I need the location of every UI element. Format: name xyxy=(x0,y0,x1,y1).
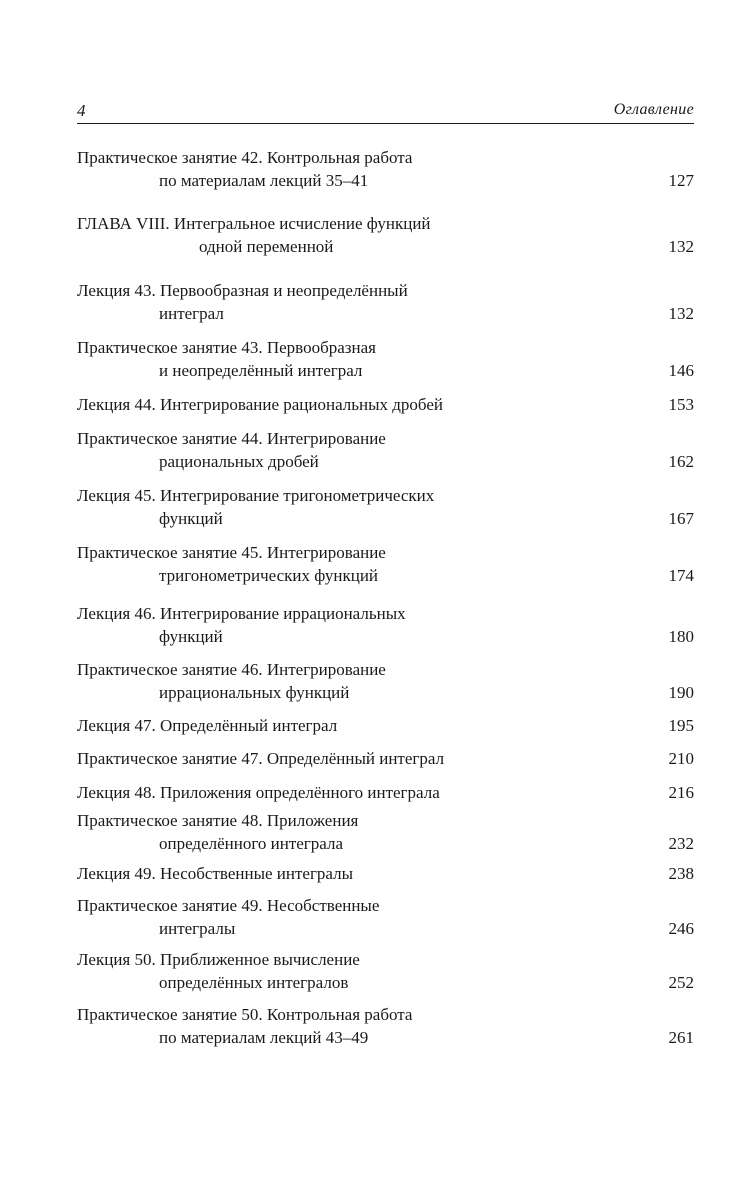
toc-page-number: 127 xyxy=(668,171,694,190)
toc-page-number: 210 xyxy=(668,749,694,768)
toc-page-number: 153 xyxy=(668,395,694,414)
toc-entry-subtitle: рациональных дробей xyxy=(159,452,319,471)
toc-entry-title: Практическое занятие 50. Контрольная работа xyxy=(77,1005,413,1024)
toc-page-number: 232 xyxy=(668,834,694,853)
page-number: 4 xyxy=(77,101,86,120)
toc-entry-title: Практическое занятие 44. Интегрирование xyxy=(77,429,386,448)
toc-page-number: 146 xyxy=(668,361,694,380)
toc-entry[interactable] xyxy=(77,948,694,994)
toc-entry[interactable] xyxy=(77,484,694,530)
toc-entry-subtitle: тригонометрических функций xyxy=(159,566,379,585)
toc-entry[interactable] xyxy=(77,658,694,704)
toc-entry-title: Лекция 46. Интегрирование иррациональных xyxy=(77,604,406,623)
toc-entry[interactable] xyxy=(77,1003,694,1049)
toc-entry-subtitle: функций xyxy=(159,509,223,528)
toc-entry[interactable] xyxy=(77,602,694,648)
toc-entry-subtitle: интегралы xyxy=(159,919,236,938)
toc-entry-title: Практическое занятие 46. Интегрирование xyxy=(77,660,386,679)
toc-entry-title: Практическое занятие 42. Контрольная работа xyxy=(77,148,413,167)
toc-entry-title: Лекция 45. Интегрирование тригонометрических xyxy=(77,486,435,505)
toc-entry-title: Лекция 47. Определённый интеграл xyxy=(77,716,338,735)
toc-entry[interactable] xyxy=(77,427,694,473)
toc-entry-subtitle: по материалам лекций 43–49 xyxy=(159,1028,369,1047)
toc-page-number: 238 xyxy=(668,864,694,883)
toc-entry-chapter[interactable] xyxy=(77,212,694,258)
toc-entry-subtitle: иррациональных функций xyxy=(159,683,350,702)
toc-entry[interactable] xyxy=(77,747,694,770)
toc-page-number: 246 xyxy=(668,919,694,938)
toc-entry-title: ГЛАВА VIII. Интегральное исчисление функций xyxy=(77,214,431,233)
toc-page-number: 261 xyxy=(668,1028,694,1047)
toc-entry[interactable] xyxy=(77,809,694,855)
toc-entry-subtitle: по материалам лекций 35–41 xyxy=(159,171,369,190)
toc-page-number: 167 xyxy=(668,509,694,528)
toc-entry-subtitle: функций xyxy=(159,627,223,646)
running-title: Оглавление xyxy=(613,101,694,118)
toc-entry[interactable] xyxy=(77,894,694,940)
toc-entry-title: Практическое занятие 49. Несобственные xyxy=(77,896,380,915)
toc-page-number: 195 xyxy=(668,716,694,735)
toc-entry-subtitle: и неопределённый интеграл xyxy=(159,361,363,380)
toc-entry[interactable] xyxy=(77,279,694,325)
toc-page-number: 132 xyxy=(668,237,694,256)
toc-page-number: 252 xyxy=(668,973,694,992)
toc-entry[interactable] xyxy=(77,714,694,737)
toc-entry[interactable] xyxy=(77,781,694,804)
toc-entry-subtitle: одной переменной xyxy=(199,237,334,256)
toc-entry-subtitle: определённых интегралов xyxy=(159,973,349,992)
toc-entry-title: Практическое занятие 43. Первообразная xyxy=(77,338,376,357)
toc-page-number: 132 xyxy=(668,304,694,323)
toc-entry[interactable] xyxy=(77,393,694,416)
toc-entry-title: Практическое занятие 48. Приложения xyxy=(77,811,359,830)
header-divider xyxy=(77,123,694,124)
toc-page-number: 162 xyxy=(668,452,694,471)
toc-entry[interactable] xyxy=(77,336,694,382)
toc-entry-subtitle: интеграл xyxy=(159,304,224,323)
toc-entry[interactable] xyxy=(77,146,694,192)
toc-entry-title: Лекция 50. Приближенное вычисление xyxy=(77,950,360,969)
toc-page-number: 190 xyxy=(668,683,694,702)
toc-entry-title: Лекция 43. Первообразная и неопределённый xyxy=(77,281,408,300)
toc-page-number: 216 xyxy=(668,783,694,802)
toc-entry-title: Лекция 48. Приложения определённого интеграла xyxy=(77,783,440,802)
toc-entry-subtitle: определённого интеграла xyxy=(159,834,344,853)
toc-page-number: 174 xyxy=(668,566,694,585)
toc-entry[interactable] xyxy=(77,862,694,885)
toc-entry-title: Практическое занятие 45. Интегрирование xyxy=(77,543,386,562)
toc-page-number: 180 xyxy=(668,627,694,646)
toc-entry[interactable] xyxy=(77,541,694,587)
toc-entry-title: Практическое занятие 47. Определённый интеграл xyxy=(77,749,445,768)
toc-entry-title: Лекция 44. Интегрирование рациональных дробей xyxy=(77,395,443,414)
toc-entry-title: Лекция 49. Несобственные интегралы xyxy=(77,864,354,883)
